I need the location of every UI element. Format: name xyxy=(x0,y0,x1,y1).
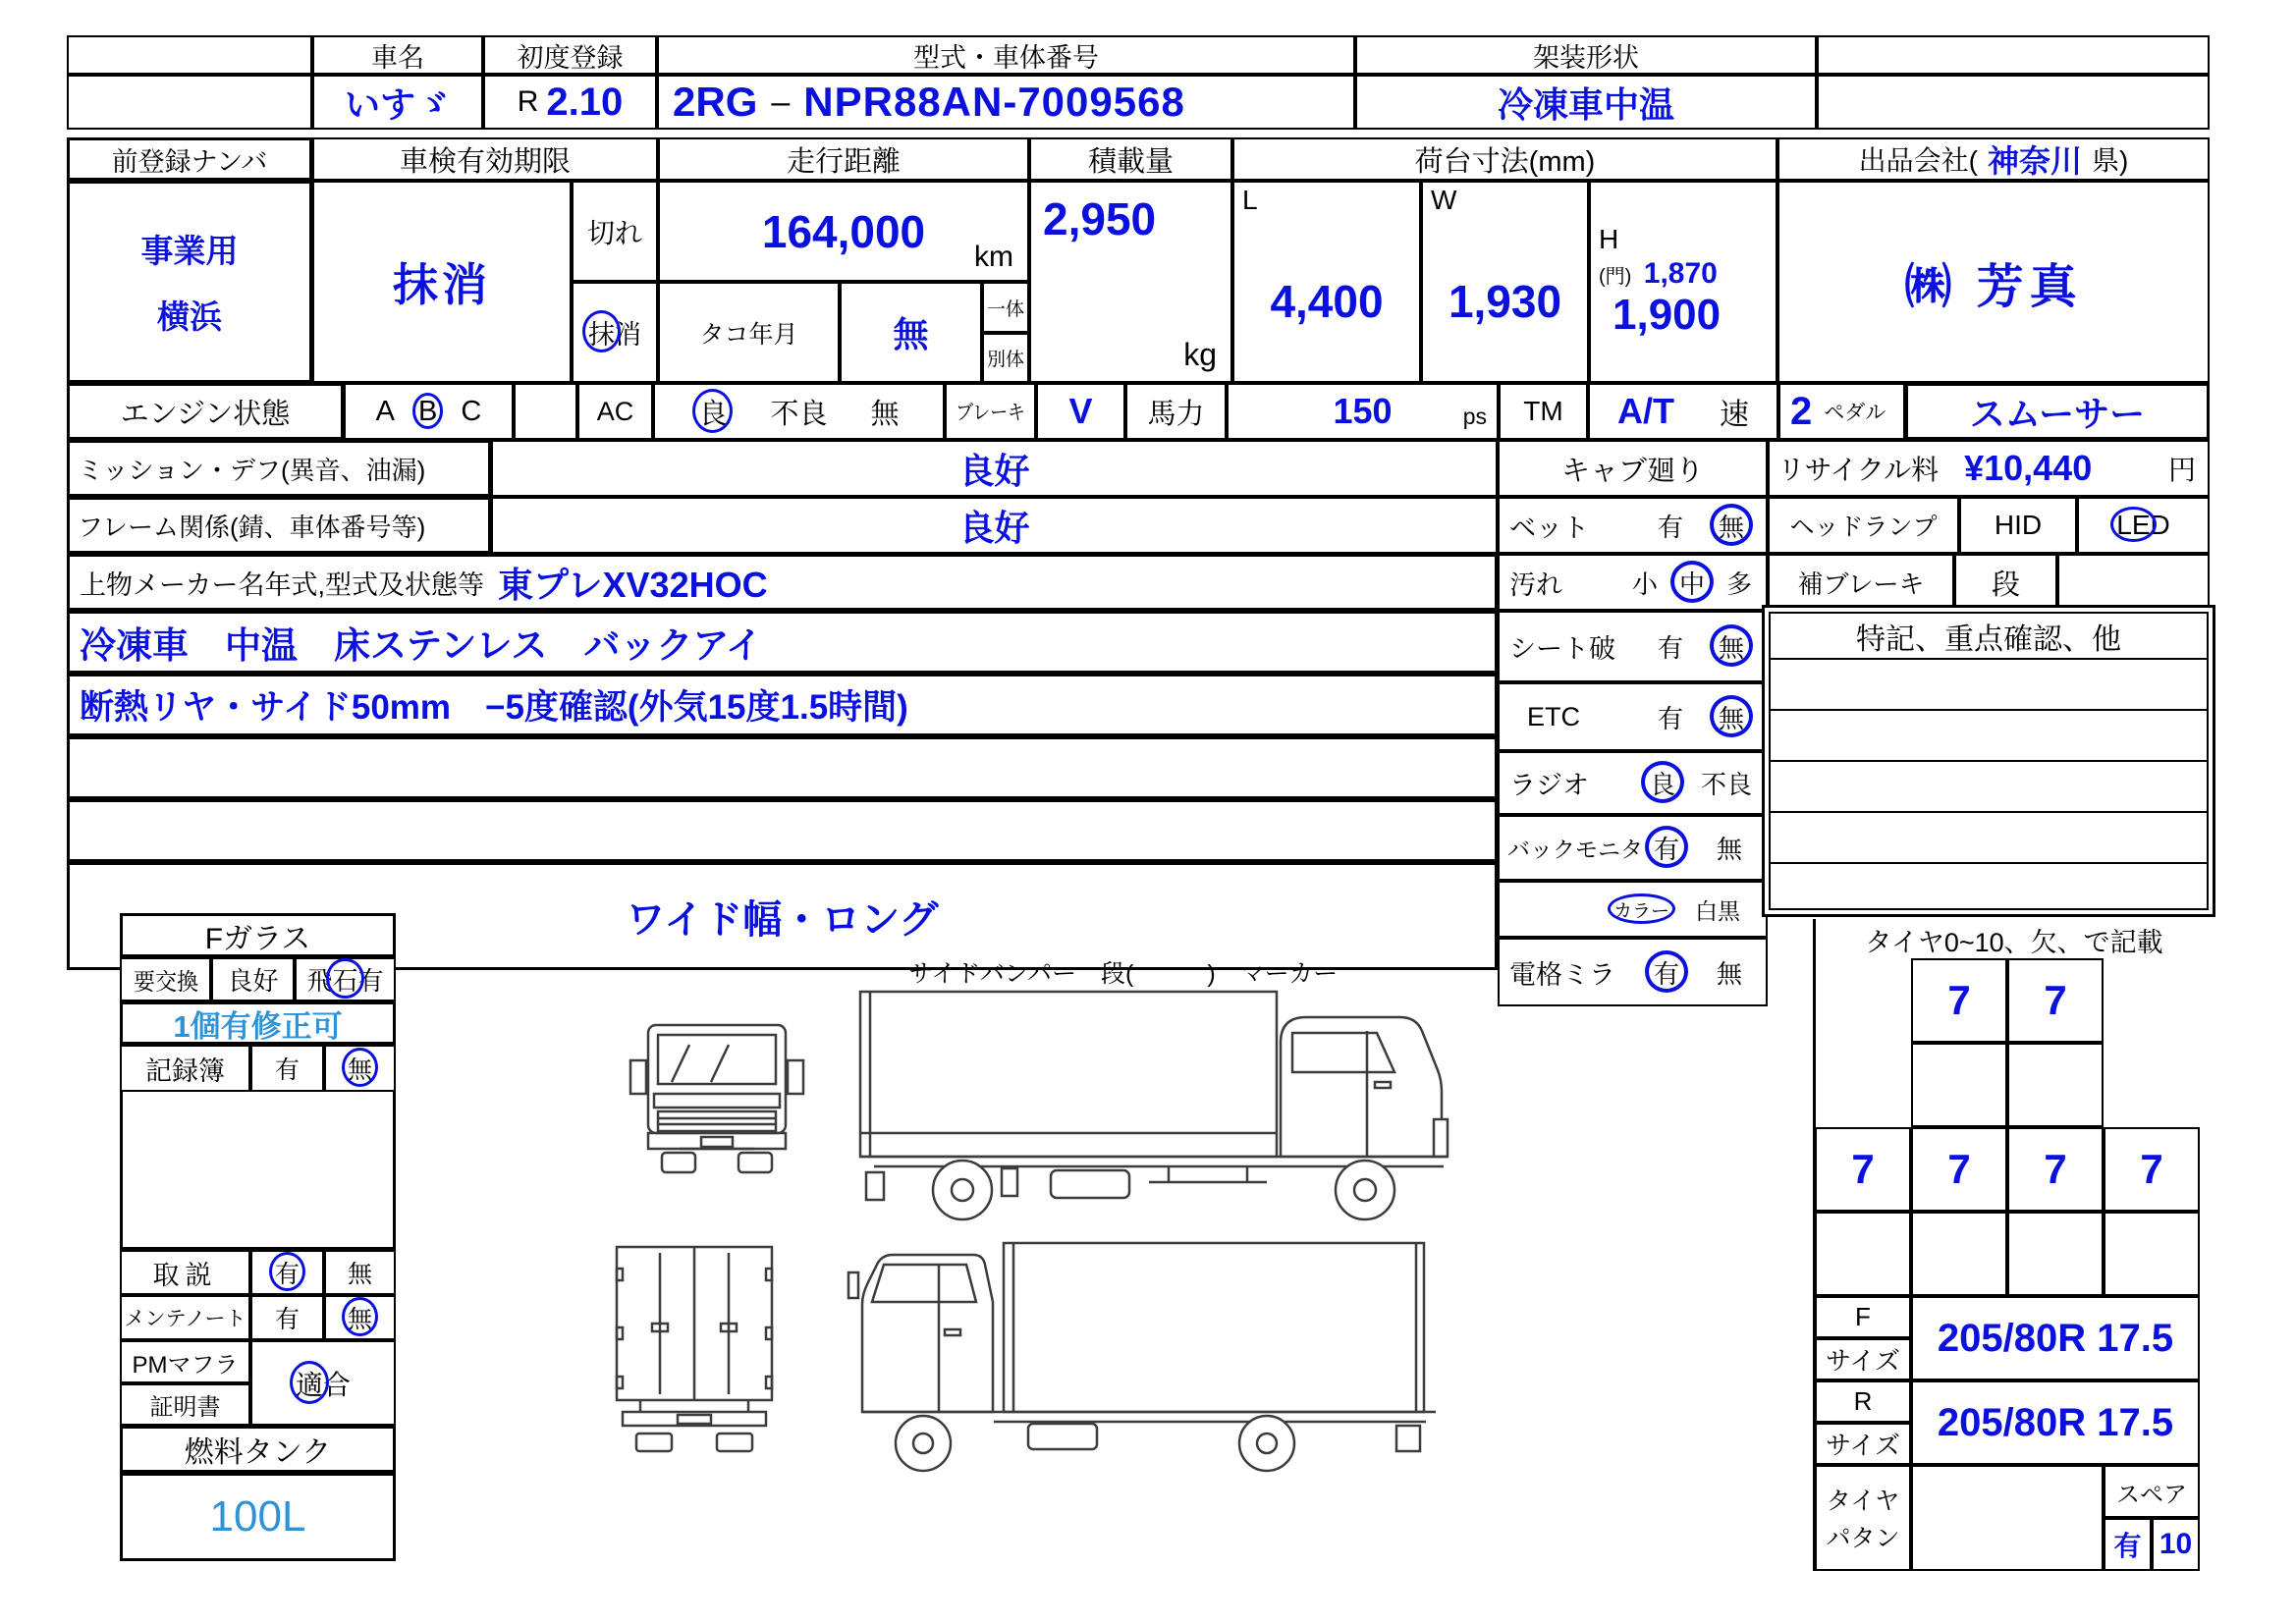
mileage-header-label: 走行距離 xyxy=(786,145,901,178)
cell-empty xyxy=(67,75,312,130)
truck-rear-view-drawing xyxy=(601,1239,788,1457)
tire-f-size-value-cell xyxy=(1911,1296,2200,1380)
spare-yes-cell xyxy=(2104,1518,2152,1571)
fglass-stone-cell xyxy=(295,957,396,1001)
tire-depth: 7 xyxy=(2044,1146,2067,1192)
fglass-stone-marked: 石 xyxy=(332,961,357,998)
aux-brake-value: 段 xyxy=(1991,568,2020,601)
bed-H-cell xyxy=(1589,181,1777,383)
bettai-cell xyxy=(982,333,1029,383)
mileage-unit: km xyxy=(974,241,1013,273)
notes-header xyxy=(1773,615,2205,658)
tm-header-cell xyxy=(1499,383,1588,440)
manual-yes-cell xyxy=(250,1250,324,1295)
fuel-tank-label: 燃料タンク xyxy=(184,1436,332,1469)
headlamp-led-cell xyxy=(2077,497,2210,554)
tire-cell-rear-2 xyxy=(1911,1127,2007,1212)
hp-unit: ps xyxy=(1462,404,1487,429)
spare-label-cell xyxy=(2104,1465,2200,1518)
car-name-header-label: 車名 xyxy=(371,42,424,73)
hp-label: 馬力 xyxy=(1147,398,1205,430)
seat-no-marked: 無 xyxy=(1719,628,1744,665)
fglass-stone-2: 有 xyxy=(357,966,384,996)
tire-f-label-cell xyxy=(1815,1296,1911,1338)
ittai-cell xyxy=(982,282,1029,333)
engine-header-cell xyxy=(67,383,344,440)
inspection-value xyxy=(312,181,572,383)
bed-H-value: 1,900 xyxy=(1613,291,1722,339)
tm-value-cell xyxy=(1588,383,1778,440)
truck-front-view-drawing xyxy=(629,1013,805,1221)
body-shape-header xyxy=(1355,35,1817,75)
cell-empty xyxy=(1817,35,2210,75)
power-mirror-label: 電格ミラ xyxy=(1509,959,1615,990)
desc-row-empty-2 xyxy=(67,799,1498,862)
etc-row xyxy=(1498,682,1768,751)
monitor-mono: 白黒 xyxy=(1695,897,1740,924)
engine-grade-c: C xyxy=(461,395,482,427)
prev-use: 事業用 xyxy=(140,233,239,269)
model-header xyxy=(657,35,1355,75)
smoother-cell xyxy=(1905,383,2210,440)
fuel-tank-value: 100L xyxy=(209,1492,306,1541)
tacho-value: 無 xyxy=(893,314,929,354)
tire-f-size: 205/80R 17.5 xyxy=(1937,1316,2174,1360)
tire-cell-rear-3 xyxy=(2007,1127,2104,1212)
bed-L-value: 4,400 xyxy=(1270,276,1384,327)
chassis-no: NPR88AN-7009568 xyxy=(803,79,1185,125)
first-reg-value xyxy=(483,75,657,130)
tire-cell-empty xyxy=(1911,1212,2007,1296)
mission-value: 良好 xyxy=(958,450,1030,491)
engine-grade-b-marked: B xyxy=(418,395,438,427)
mainte-label-cell xyxy=(120,1295,250,1340)
etc-label: ETC xyxy=(1527,701,1580,731)
power-mirror-no: 無 xyxy=(1716,958,1742,989)
mission-value-cell xyxy=(491,440,1498,497)
tire-pattern-value-cell xyxy=(1911,1465,2104,1571)
radio-label: ラジオ xyxy=(1509,771,1589,800)
load-unit: kg xyxy=(1183,337,1217,372)
tm-label: TM xyxy=(1523,396,1563,426)
seat-label: シート破 xyxy=(1509,634,1615,664)
bed-size-header-label: 荷台寸法(mm) xyxy=(1414,145,1596,178)
cell-empty xyxy=(514,383,577,440)
bed-size-header xyxy=(1232,137,1777,181)
fglass-good-cell xyxy=(211,957,295,1001)
fglass-note-cell xyxy=(120,1001,396,1045)
tire-header-label: タイヤ0~10、欠、で記載 xyxy=(1865,927,2163,957)
engine-header-label: エンジン状態 xyxy=(120,398,291,430)
model-code: 2RG xyxy=(673,79,758,125)
expired-cell xyxy=(572,181,658,282)
pm-fit-marked: 適 xyxy=(296,1364,323,1403)
manual-no-cell xyxy=(324,1250,396,1295)
monitor-color-marked: カラー xyxy=(1613,896,1669,923)
pm-muffler-label: PMマフラ xyxy=(132,1351,239,1379)
bed-H-gate-value: 1,870 xyxy=(1643,257,1718,290)
desc-row-2 xyxy=(67,674,1498,736)
mainte-no-marked: 無 xyxy=(348,1300,372,1335)
bed-L-cell xyxy=(1232,181,1421,383)
bettai-label: 別体 xyxy=(986,350,1024,370)
brake-value-cell xyxy=(1036,383,1125,440)
model-header-label: 型式・車体番号 xyxy=(913,42,1099,73)
cab-header-cell xyxy=(1498,440,1768,497)
load: 2,950 xyxy=(1043,193,1157,244)
pedal-count: 2 xyxy=(1790,389,1813,433)
record-book-label-cell xyxy=(120,1045,250,1092)
hp-value-cell xyxy=(1227,383,1499,440)
body-shape: 冷凍車中温 xyxy=(1497,83,1674,125)
inspection-header-label: 車検有効期限 xyxy=(399,145,571,178)
model-value xyxy=(657,75,1355,130)
tire-pattern-label-2: パタン xyxy=(1826,1525,1900,1552)
tacho-header-cell xyxy=(658,282,840,383)
tire-header xyxy=(1819,921,2210,958)
manual-yes-marked: 有 xyxy=(275,1255,300,1290)
radio-bad: 不良 xyxy=(1700,770,1752,799)
prev-reg-header-label: 前登録ナンバ xyxy=(111,146,268,177)
truck-side-view-2-drawing xyxy=(847,1233,1455,1479)
car-name-value xyxy=(312,75,483,130)
brake-value: V xyxy=(1068,391,1093,431)
tire-r-size-value-cell xyxy=(1911,1380,2200,1465)
seller-value xyxy=(1777,181,2210,383)
car-name-header xyxy=(312,35,483,75)
seller-name: ㈱ 芳真 xyxy=(1904,260,2083,313)
side-bumper-note: サイドバンパー 段( ) マーカー xyxy=(908,960,1339,988)
spare-depth: 10 xyxy=(2159,1528,2193,1560)
manual-label-cell xyxy=(120,1250,250,1295)
tire-depth: 7 xyxy=(2140,1146,2163,1192)
tire-r-size-label-cell xyxy=(1815,1423,1911,1465)
tire-cell-rear-1 xyxy=(1815,1127,1911,1212)
tire-cell-empty xyxy=(2104,1212,2200,1296)
mileage-value xyxy=(658,181,1029,282)
mainte-no-cell xyxy=(324,1295,396,1340)
tire-pattern-label-cell xyxy=(1815,1465,1911,1571)
tire-cell-empty xyxy=(2007,1043,2104,1127)
tire-depth: 7 xyxy=(2044,977,2067,1023)
mission-label-cell xyxy=(67,440,491,497)
seller-header xyxy=(1777,137,2210,181)
pm-cert-label: 証明書 xyxy=(149,1394,221,1421)
tire-r-label-cell xyxy=(1815,1380,1911,1423)
mainte-yes: 有 xyxy=(274,1306,300,1333)
fuel-tank-header-cell xyxy=(120,1426,396,1473)
etc-no-marked: 無 xyxy=(1719,699,1744,735)
ac-label: AC xyxy=(596,396,634,426)
record-book-no-cell xyxy=(324,1045,396,1092)
inspection-header xyxy=(312,137,658,181)
smoother-value: スムーサー xyxy=(1969,393,2146,434)
brake-label: ブレーキ xyxy=(956,402,1025,424)
ac-bad: 不良 xyxy=(770,398,828,430)
fglass-stone-1: 飛 xyxy=(306,966,333,996)
power-mirror-yes-marked: 有 xyxy=(1654,954,1679,991)
desc-row-empty-1 xyxy=(67,736,1498,799)
fglass-header-cell xyxy=(120,913,396,957)
dirt-medium-marked: 中 xyxy=(1679,565,1705,601)
pm-cert-label-cell xyxy=(120,1383,250,1426)
body-shape-value xyxy=(1355,75,1817,130)
tire-cell-empty xyxy=(1911,1043,2007,1127)
spare-depth-cell xyxy=(2152,1518,2200,1571)
tire-r-size: 205/80R 17.5 xyxy=(1937,1400,2174,1444)
bed-label: ベット xyxy=(1509,513,1589,543)
headlamp-led-marked: LE xyxy=(2116,510,2151,540)
frame-value-cell xyxy=(491,497,1498,554)
dirt-small: 小 xyxy=(1631,568,1658,599)
tire-cell-rear-4 xyxy=(2104,1127,2200,1212)
dirt-label: 汚れ xyxy=(1509,569,1562,600)
cell-empty xyxy=(67,35,312,75)
tire-cell-front-left xyxy=(1911,958,2007,1043)
back-monitor-yes-marked: 有 xyxy=(1654,830,1679,866)
frame-label-cell xyxy=(67,497,491,554)
aux-brake-label: 補ブレーキ xyxy=(1797,568,1925,599)
brake-header-cell xyxy=(945,383,1036,440)
bed-W-value: 1,930 xyxy=(1448,276,1562,327)
ac-options-cell xyxy=(653,383,945,440)
body-maker-label: 上物メーカー名年式,型式及状態等 xyxy=(80,569,484,600)
tire-depth: 7 xyxy=(1947,1146,1971,1192)
seat-yes: 有 xyxy=(1657,633,1683,663)
tire-size-label: サイズ xyxy=(1826,1346,1900,1376)
power-mirror-row xyxy=(1498,938,1768,1006)
fglass-replace-cell xyxy=(120,957,211,1001)
erased-cell xyxy=(572,282,658,383)
pm-value-cell xyxy=(250,1340,396,1426)
erased-rest: 消 xyxy=(615,320,641,350)
aux-brake-value-cell xyxy=(1954,554,2057,611)
wide-long-value: ワイド幅・ロング xyxy=(626,897,939,942)
spare-label: スペア xyxy=(2116,1481,2187,1508)
ac-none: 無 xyxy=(870,398,900,430)
recycle-value: ¥10,440 xyxy=(1964,448,2093,488)
ac-header-cell xyxy=(577,383,653,440)
prev-area: 横浜 xyxy=(157,298,222,335)
seller-header-pre: 出品会社( xyxy=(1858,145,1978,176)
tire-cell-front-right xyxy=(2007,958,2104,1043)
notes-line xyxy=(1771,811,2207,813)
bed-H-label: H xyxy=(1599,224,1619,254)
headlamp-hid-cell xyxy=(1959,497,2077,554)
engine-grade-a: A xyxy=(375,395,396,427)
hp-value: 150 xyxy=(1333,391,1393,431)
cell-empty xyxy=(1817,75,2210,130)
inspection-status: 抹消 xyxy=(393,259,491,310)
tacho-label: タコ年月 xyxy=(699,320,798,349)
bed-row xyxy=(1498,497,1768,554)
aux-brake-label-cell xyxy=(1768,554,1954,611)
fglass-good-label: 良好 xyxy=(227,966,279,996)
back-monitor-label: バックモニタ xyxy=(1507,837,1643,862)
frame-value: 良好 xyxy=(958,507,1030,548)
notes-line xyxy=(1771,658,2207,660)
tm-unit: 速 xyxy=(1720,399,1749,431)
headlamp-led-rest: D xyxy=(2150,510,2170,540)
recycle-row xyxy=(1768,440,2210,497)
body-maker-row xyxy=(67,554,1498,611)
record-book-yes-cell xyxy=(250,1045,324,1092)
tire-f-label: F xyxy=(1855,1302,1871,1331)
desc-row-1 xyxy=(67,611,1498,674)
fglass-header-label: Fガラス xyxy=(204,922,311,955)
spare-yes: 有 xyxy=(2113,1531,2142,1561)
seller-pref: 神奈川 xyxy=(1987,143,2082,179)
headlamp-label-cell xyxy=(1768,497,1959,554)
fuel-tank-value-cell xyxy=(120,1473,396,1561)
load-header xyxy=(1029,137,1232,181)
record-book-no-marked: 無 xyxy=(348,1051,372,1086)
cell-empty xyxy=(2057,554,2210,611)
record-book-yes: 有 xyxy=(274,1056,300,1084)
tire-depth: 7 xyxy=(1947,977,1971,1023)
manual-label: 取説 xyxy=(152,1260,218,1290)
tire-pattern-label-1: タイヤ xyxy=(1826,1488,1900,1515)
tm-value: A/T xyxy=(1617,391,1674,431)
erased-mark: 抹 xyxy=(588,313,615,352)
back-monitor-row xyxy=(1498,815,1768,881)
bed-L-label: L xyxy=(1242,185,1258,215)
recycle-label: リサイクル料 xyxy=(1777,455,1940,485)
bed-no-marked: 無 xyxy=(1719,508,1744,544)
bed-yes: 有 xyxy=(1657,512,1683,542)
prev-reg-header xyxy=(67,137,312,181)
mainte-yes-cell xyxy=(250,1295,324,1340)
seat-row xyxy=(1498,611,1768,682)
reg-date: 2.10 xyxy=(546,80,624,124)
tire-depth: 7 xyxy=(1851,1146,1875,1192)
load-header-label: 積載量 xyxy=(1087,145,1174,178)
cab-header-label: キャブ廻り xyxy=(1560,455,1704,487)
dirt-large: 多 xyxy=(1725,568,1752,599)
desc-1: 冷凍車 中温 床ステンレス バックアイ xyxy=(80,625,763,666)
pedal-cell xyxy=(1778,383,1905,440)
headlamp-label: ヘッドランプ xyxy=(1789,514,1938,541)
reg-era: R xyxy=(517,85,539,118)
tire-cell-empty xyxy=(2007,1212,2104,1296)
ittai-label: 一体 xyxy=(986,298,1024,320)
expired-label: 切れ xyxy=(586,217,642,248)
radio-good-marked: 良 xyxy=(1650,765,1675,801)
pedal-label: ペダル xyxy=(1824,402,1886,424)
fglass-note: 1個有修正可 xyxy=(173,1008,343,1044)
car-name: いすゞ xyxy=(344,83,451,125)
tacho-value-cell xyxy=(840,282,982,383)
bed-W-cell xyxy=(1421,181,1589,383)
radio-row xyxy=(1498,751,1768,815)
tire-size-label: サイズ xyxy=(1826,1431,1900,1460)
truck-side-view-drawing xyxy=(854,980,1463,1233)
fglass-replace-label: 要交換 xyxy=(133,969,198,996)
monitor-color-row xyxy=(1498,881,1768,938)
dirt-row xyxy=(1498,554,1768,611)
model-dash: – xyxy=(771,82,791,121)
frame-label: フレーム関係(錆、車体番号等) xyxy=(78,512,426,542)
first-reg-header-label: 初度登録 xyxy=(517,42,624,73)
mileage: 164,000 xyxy=(761,205,926,257)
recycle-unit: 円 xyxy=(2167,455,2196,485)
bed-W-label: W xyxy=(1431,185,1457,215)
notes-line xyxy=(1771,862,2207,864)
notes-line xyxy=(1771,709,2207,711)
mission-label: ミッション・デフ(異音、油漏) xyxy=(78,455,426,485)
back-monitor-no: 無 xyxy=(1716,835,1742,864)
pm-muffler-label-cell xyxy=(120,1340,250,1383)
pm-fit-rest: 合 xyxy=(323,1369,352,1400)
body-shape-header-label: 架装形状 xyxy=(1533,42,1639,73)
prev-reg-value xyxy=(67,181,312,383)
first-reg-header xyxy=(483,35,657,75)
load-value xyxy=(1029,181,1232,383)
bed-H-gate-label: (門) xyxy=(1599,266,1632,288)
body-maker-value: 東プレXV32HOC xyxy=(497,564,768,605)
engine-abc-cell xyxy=(344,383,514,440)
notes-header-label: 特記、重点確認、他 xyxy=(1856,623,2121,656)
notes-line xyxy=(1771,760,2207,762)
record-book-label: 記録簿 xyxy=(145,1055,225,1086)
headlamp-hid: HID xyxy=(1994,510,2043,540)
tire-r-label: R xyxy=(1853,1386,1873,1416)
tire-cell-empty xyxy=(1815,1212,1911,1296)
tire-f-size-label-cell xyxy=(1815,1338,1911,1380)
mainte-label: メンテノート xyxy=(124,1308,246,1330)
mileage-header xyxy=(658,137,1029,181)
hp-header-cell xyxy=(1125,383,1227,440)
etc-yes: 有 xyxy=(1657,703,1683,733)
manual-no: 無 xyxy=(347,1261,372,1288)
desc-2: 断熱リヤ・サイド50mm −5度確認(外気15度1.5時間) xyxy=(80,688,908,727)
seller-header-post: 県) xyxy=(2092,145,2129,176)
ac-good-marked: 良 xyxy=(698,392,727,432)
